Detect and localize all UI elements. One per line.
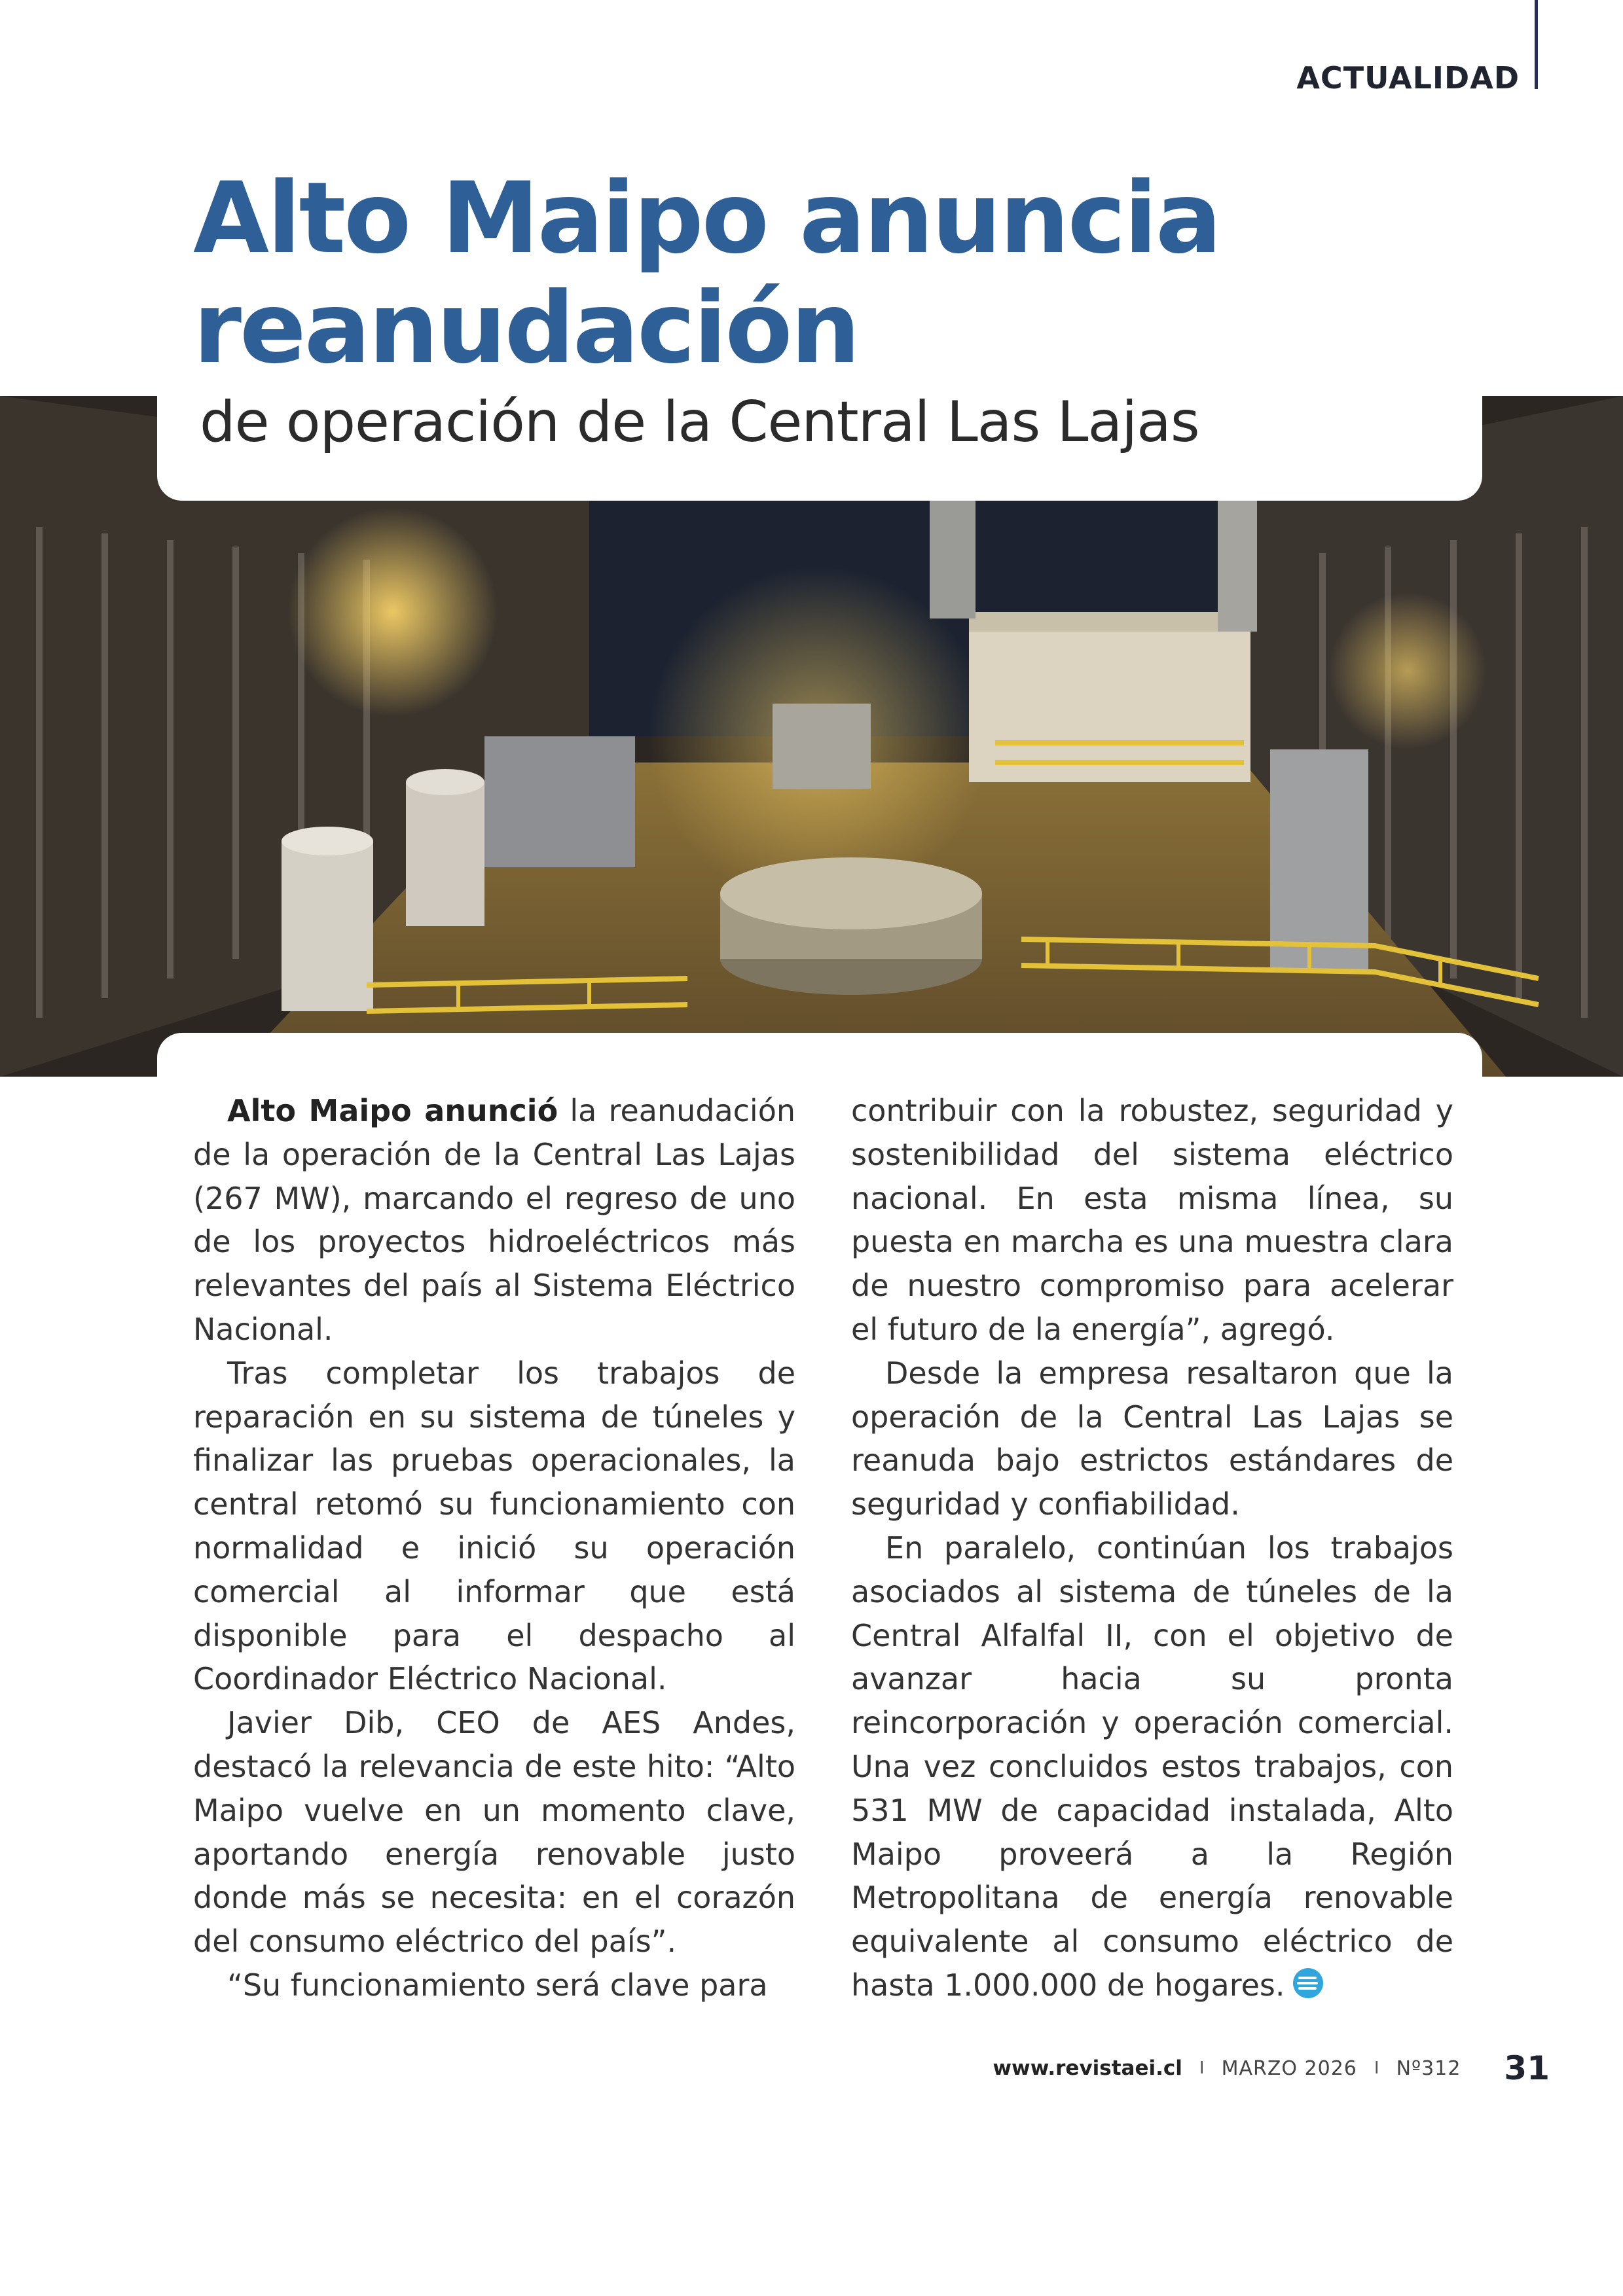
section-label: ACTUALIDAD [1296, 60, 1520, 96]
page-footer [993, 2049, 1550, 2088]
paragraph: contribuir con la robustez, seguridad y sostenibilidad del sistema eléctrico nacional. En esta misma línea, su puesta en marcha es una muestra clara de nuestro compromiso para acelerar el futuro de la energía”, agregó. [851, 1093, 1453, 1347]
magazine-logo-icon [1292, 1967, 1324, 2000]
headline: Alto Maipo anuncia reanudación [193, 162, 1220, 386]
column-left [193, 1089, 795, 2007]
footer-url[interactable]: www.revistaei.cl [993, 2056, 1182, 2080]
paragraph-text: En paralelo, continúan los trabajos asociados al sistema de túneles de la Central Alfalfal II, con el objetivo de avanzar hacia su pronta reincorporación y operación comercial. Una vez concluidos estos trabajos, con 531 MW de capacidad instalada, Alto Maipo proveerá a la Región Metropolitana de energía renovable equivalente al consumo eléctrico de hasta 1.000.000 de hogares. [851, 1530, 1453, 2003]
subtitle: de operación de la Central Las Lajas [200, 389, 1199, 455]
paragraph [851, 1526, 1453, 2007]
paragraph: Tras completar los trabajos de reparación en su sistema de túneles y finalizar las pruebas operacionales, la central retomó su funcionamiento con normalidad e inició su operación comercial al informar que está disponible para el despacho al Coordinador Eléctrico Nacional. [193, 1355, 795, 1697]
paragraph: Javier Dib, CEO de AES Andes, destacó la relevancia de este hito: “Alto Maipo vuelve en un momento clave, aportando energía renovable justo donde más se necesita: en el corazón del consumo eléctrico del país”. [193, 1705, 795, 1960]
page-number: 31 [1504, 2049, 1550, 2087]
lead-in: Alto Maipo anunció [227, 1093, 558, 1128]
footer-date: MARZO 2026 [1221, 2056, 1357, 2080]
footer-separator: I [1199, 2058, 1205, 2078]
paragraph-text: la reanudación de la operación de la Central Las Lajas (267 MW), marcando el regreso de uno de los proyectos hidroeléctricos más relevantes del país al Sistema Eléctrico Nacional. [193, 1093, 796, 1347]
footer-separator: I [1374, 2058, 1379, 2078]
paragraph: “Su funcionamiento será clave para [227, 1967, 768, 2003]
paragraph [193, 1089, 795, 1352]
footer-issue: Nº312 [1396, 2056, 1461, 2080]
section-divider [1535, 0, 1538, 89]
column-right [851, 1089, 1453, 2007]
paragraph: Desde la empresa resaltaron que la operación de la Central Las Lajas se reanuda bajo estrictos estándares de seguridad y confiabilidad. [851, 1355, 1453, 1522]
body-panel-top [157, 1033, 1482, 1085]
